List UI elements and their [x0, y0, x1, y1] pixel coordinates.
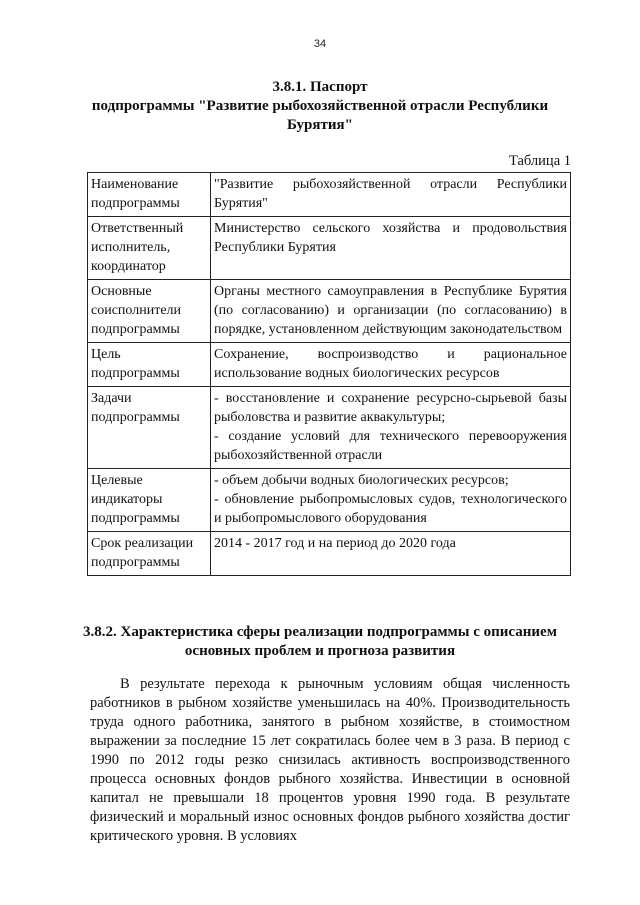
table-row	[88, 173, 571, 217]
row-value	[211, 469, 571, 532]
page-number: 34	[313, 38, 327, 50]
row-value-line: Сохранение, воспроизводство и рациональное использование водных биологических ресурсов	[214, 347, 567, 381]
table-row	[88, 469, 571, 532]
row-label: Цель подпрограммы	[88, 343, 211, 387]
row-label: Задачи подпрограммы	[88, 387, 211, 469]
row-label: Наименование подпрограммы	[88, 173, 211, 217]
row-value-line: Министерство сельского хозяйства и продовольствия Республики Бурятия	[214, 221, 567, 255]
row-label: Целевые индикаторы подпрограммы	[88, 469, 211, 532]
row-label: Основные соисполнители подпрограммы	[88, 280, 211, 343]
section-heading-passport	[80, 78, 560, 135]
table-row	[88, 387, 571, 469]
table-row	[88, 532, 571, 576]
table-row	[88, 343, 571, 387]
table-row	[88, 217, 571, 280]
passport-table	[87, 172, 571, 576]
row-value-line: - объем добычи водных биологических ресурсов;	[214, 473, 509, 488]
row-value-line: - восстановление и сохранение ресурсно-сырьевой базы рыболовства и развитие аквакультуры;	[214, 391, 567, 425]
row-value	[211, 387, 571, 469]
table-label: Таблица 1	[508, 153, 571, 169]
row-value	[211, 280, 571, 343]
table-row	[88, 280, 571, 343]
row-label: Срок реализации подпрограммы	[88, 532, 211, 576]
body-paragraph: В результате перехода к рыночным условиям общая численность работников в рыбном хозяйстве уменьшилась на 40%. Производительность труда одного работника, занятого в рыбном хозяйстве, в стоимостном выражении за последние 15 лет сократилась более чем в 3 раза. В период с 1990 по 2012 годы резко снизилась активность воспроизводственного процесса основных фондов рыбного хозяйства. Инвестиции в основной капитал не превышали 18 процентов уровня 1990 года. В результате физический и моральный износ основных фондов рыбного хозяйства достиг критического уровня. В условиях	[90, 676, 570, 844]
row-value	[211, 173, 571, 217]
row-value-line: - создание условий для технического перевооружения рыбохозяйственной отрасли	[214, 429, 567, 463]
row-value-line: - обновление рыбопромысловых судов, технологического и рыбопромыслового оборудования	[214, 492, 567, 526]
row-value	[211, 217, 571, 280]
row-value-line: 2014 - 2017 год и на период до 2020 года	[214, 536, 456, 551]
section-number-title: 3.8.1. Паспорт	[272, 79, 368, 95]
row-label: Ответственный исполнитель, координатор	[88, 217, 211, 280]
section-subtitle: подпрограммы "Развитие рыбохозяйственной отрасли Республики Бурятия"	[91, 98, 549, 133]
row-value	[211, 343, 571, 387]
section-heading-characteristics: 3.8.2. Характеристика сферы реализации подпрограммы с описанием основных проблем и прогноза развития	[83, 624, 557, 659]
row-value-line: Органы местного самоуправления в Республике Бурятия (по согласованию) и организации (по согласованию) в порядке, установленном действующим законодательством	[214, 284, 567, 337]
row-value	[211, 532, 571, 576]
row-value-line: "Развитие рыбохозяйственной отрасли Республики Бурятия"	[214, 177, 567, 211]
